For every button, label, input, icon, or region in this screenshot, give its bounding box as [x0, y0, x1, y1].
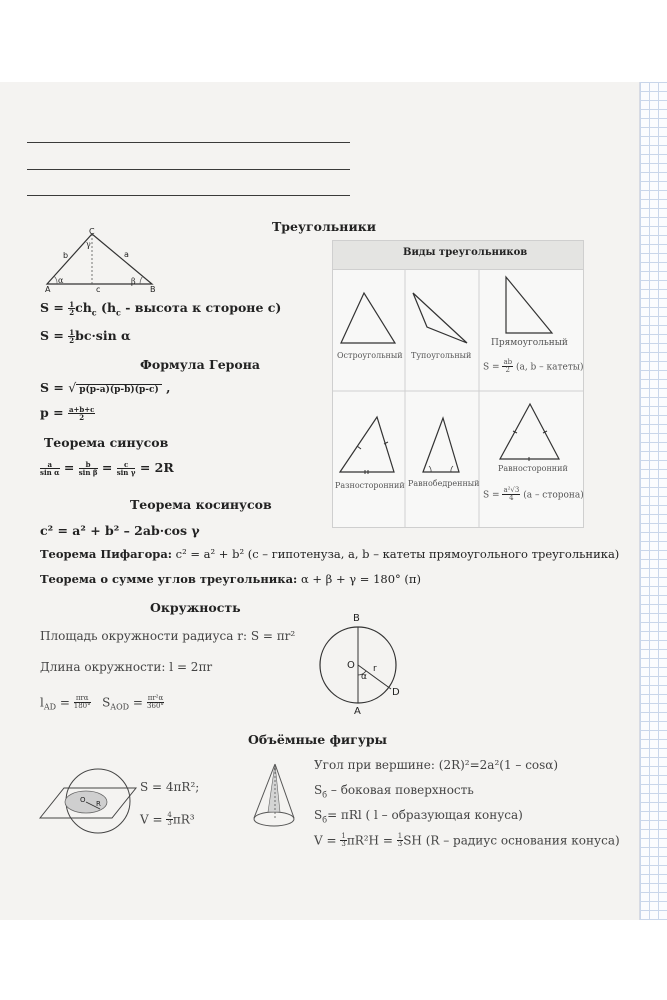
scalene-label: Разносторонний: [335, 481, 405, 490]
side-b-label: b: [63, 251, 69, 260]
obtuse-label: Тупоугольный: [411, 351, 472, 360]
circle-angle-alpha: α: [361, 672, 367, 682]
sphere-center-o: O: [80, 796, 86, 804]
sphere-volume-formula: V = $\frac{4}{3}$ πR³: [140, 811, 195, 828]
cone-apex-angle-formula: Угол при вершине: (2R)²=2a²(1 – cosα): [314, 758, 559, 772]
cone-diagram: [250, 762, 300, 832]
cone-lateral-surface: $S_б$ – боковая поверхность: [314, 783, 474, 800]
vertex-a-label: A: [45, 285, 51, 294]
angle-alpha-label: α: [58, 276, 64, 285]
heron-formula: S = √ p(p-a)(p-b)(p-c) ,: [40, 380, 171, 395]
arc-sector-formulas: $l_{AD}$ = $\frac{\text{πrα}}{180^\circ}$ $S_{AOD}$ = $\frac{\text{πr²α}}{360^\circ}$: [40, 694, 164, 712]
cosines-formula: c² = a² + b² – 2ab·cos γ: [40, 523, 200, 538]
semiperimeter-formula: p = $\frac{a+b+c}{2}$: [40, 404, 95, 422]
angle-gamma-label: γ: [86, 240, 91, 249]
writing-line-3: [27, 195, 350, 196]
right-area-formula: S = $\frac{ab}{2}$ (a, b – катеты): [483, 358, 584, 375]
right-label: Прямоугольный: [491, 338, 568, 348]
sphere-diagram: [38, 768, 138, 834]
heron-title: Формула Герона: [140, 357, 260, 372]
sphere-area-formula: S = 4πR²;: [140, 780, 200, 794]
cosines-title: Теорема косинусов: [130, 497, 272, 512]
vertex-b-label: B: [150, 285, 156, 294]
triangles-title: Треугольники: [272, 219, 377, 234]
isosceles-label: Равнобедренный: [408, 479, 480, 488]
side-a-label: a: [124, 250, 129, 259]
angle-sum-theorem: Теорема о сумме углов треугольника: α + β + γ = 180° (π): [40, 572, 421, 586]
notebook-grid-edge: [639, 82, 667, 920]
side-c-label: c: [96, 285, 101, 294]
area-formula-height: S = $\frac{1}{2}$ $ch_c$ ($h_c$ - высота к стороне с): [40, 299, 282, 318]
acute-label: Остроугольный: [337, 351, 403, 360]
sines-formula: $\frac{a}{\text{sin α}}$ = $\frac{b}{\text{sin β}}$ = $\frac{c}{\text{sin γ}}$ = 2R: [40, 459, 174, 477]
circle-point-o: O: [347, 660, 355, 671]
circle-title: Окружность: [150, 600, 241, 615]
writing-line-2: [27, 169, 350, 170]
cone-volume-formula: V = $\frac{1}{3}$ πR²H = $\frac{1}{3}$ SH (R – радиус основания конуса): [314, 832, 620, 849]
writing-line-1: [27, 142, 350, 143]
area-formula-sine: S = $\frac{1}{2}$ bc·sin α: [40, 327, 131, 345]
equilateral-area-formula: S = $\frac{\text{a²√3}}{4}$ (a – сторона): [483, 486, 584, 503]
solids-title: Объёмные фигуры: [248, 732, 388, 747]
equilateral-label: Равносторонний: [498, 464, 568, 473]
circle-area-formula: Площадь окружности радиуса r: S = πr²: [40, 629, 296, 643]
circle-point-d: D: [392, 687, 400, 698]
cone-lateral-formula: $S_б= \pi Rl$ ( l – образующая конуса): [314, 808, 523, 825]
triangle-types-title: Виды треугольников: [403, 247, 528, 258]
sphere-radius-r: R: [96, 800, 101, 808]
pythagoras-theorem: Теорема Пифагора: c² = a² + b² (c – гипотенуза, a, b – катеты прямоугольного треугольника): [40, 547, 620, 561]
circle-point-a: A: [354, 706, 361, 717]
circle-point-b: B: [353, 613, 360, 624]
circle-radius-r: r: [373, 664, 377, 674]
sines-title: Теорема синусов: [44, 435, 169, 450]
angle-beta-label: β: [131, 277, 136, 286]
triangle-types-table: [332, 240, 584, 528]
vertex-c-label: C: [89, 227, 95, 236]
circle-length-formula: Длина окружности: l = 2πr: [40, 660, 213, 674]
